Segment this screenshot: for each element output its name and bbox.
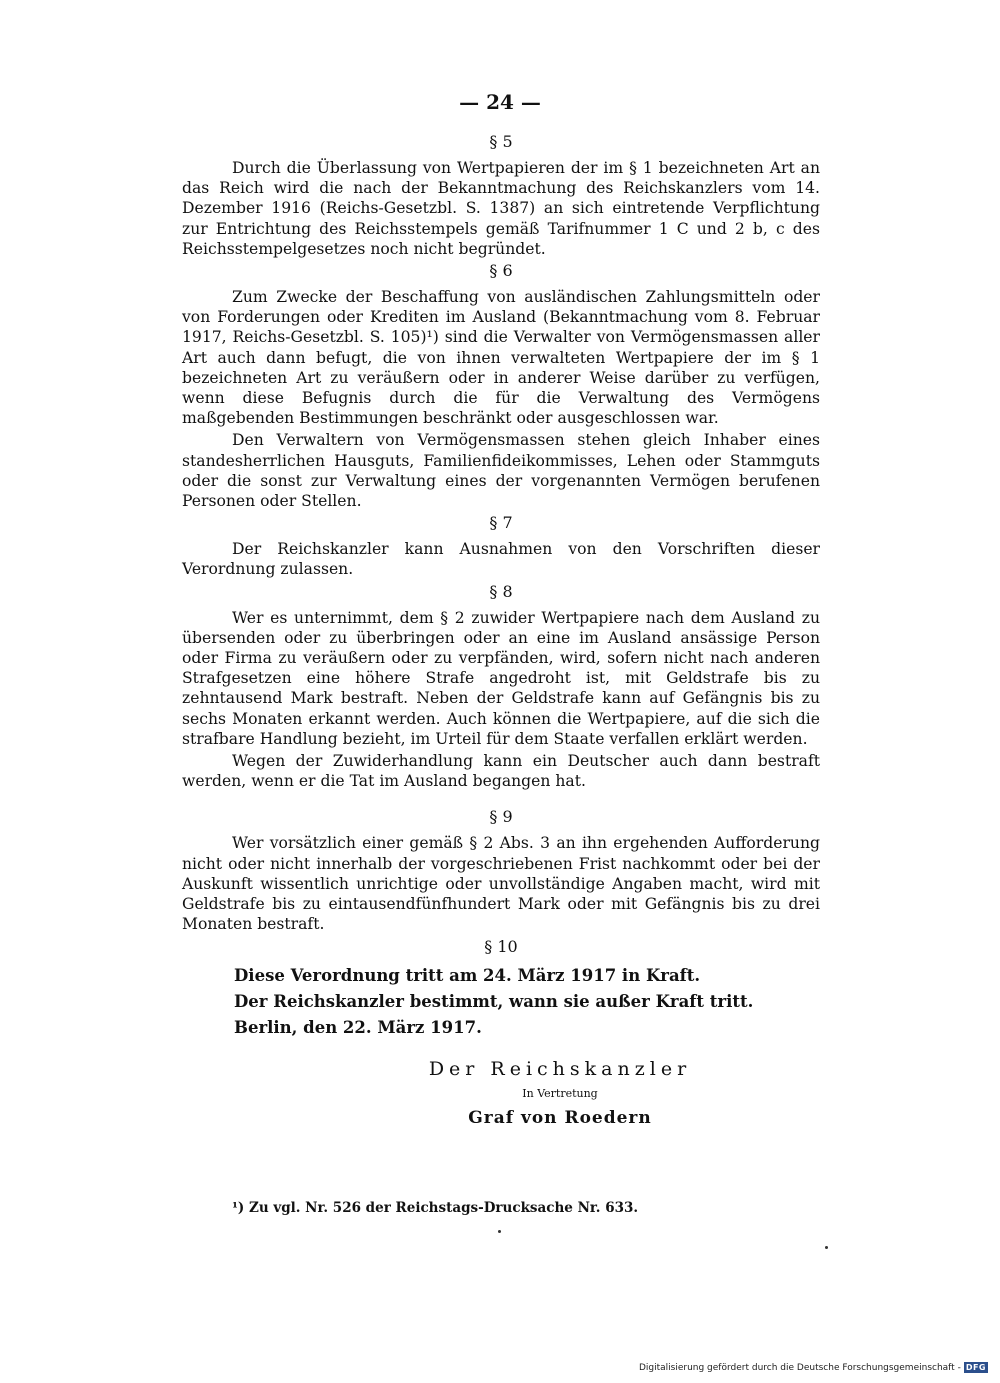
signature-subtitle: In Vertretung: [522, 1087, 598, 1100]
section-9-paragraph-1: Wer vorsätzlich einer gemäß § 2 Abs. 3 an ihn ergehenden Aufforderung nicht oder nicht innerhalb der vorgeschriebenen Frist nachkommt oder bei der Auskunft wissentlich unrichtige oder unvollständige Angaben macht, wird mit Geldstrafe bis zu eintausendfünfhundert Mark oder mit Gefängnis bis zu drei Monaten bestraft.: [182, 834, 820, 934]
body-text: [182, 132, 820, 1041]
scan-speck: [825, 1246, 828, 1249]
section-heading-10: § 10: [484, 936, 518, 956]
closing-lines: [234, 963, 820, 1040]
page-number: — 24 —: [459, 90, 541, 114]
dfg-logo-icon: DFG: [965, 1363, 986, 1372]
closing-line-expiry: Der Reichskanzler bestimmt, wann sie außer Kraft tritt.: [234, 991, 754, 1011]
closing-line-date: Berlin, den 22. März 1917.: [234, 1017, 482, 1037]
section-heading-5: § 5: [489, 132, 513, 151]
section-5-paragraph-1: Durch die Überlassung von Wertpapieren der im § 1 bezeichneten Art an das Reich wird die nach der Bekanntmachung des Reichskanzlers vom 14. Dezember 1916 (Reichs-Gesetzbl. S. 1387) an sich eintretende Verpflichtung zur Entrichtung des Reichsstempels gemäß Tarifnummer 1 C und 2 b, c des Reichsstempelgesetzes noch nicht begründet.: [182, 159, 820, 258]
section-6-paragraph-2: Den Verwaltern von Vermögensmassen stehen gleich Inhaber eines standesherrlichen Hausguts, Familienfideikommisses, Lehen oder Stammguts oder die sonst zur Verwaltung eines der vorgenannten Vermögen berufenen Personen oder Stellen.: [182, 431, 820, 511]
signature-title: Der Reichskanzler: [428, 1058, 692, 1080]
section-8-paragraph-1: Wer es unternimmt, dem § 2 zuwider Wertpapiere nach dem Ausland zu übersenden oder zu überbringen oder an eine im Ausland ansässige Person oder Firma zu veräußern oder zu verpfänden, wird, sofern nicht nach anderen Strafgesetzen eine höhere Strafe angedroht ist, mit Geldstrafe bis zu zehntausend Mark bestraft. Neben der Geldstrafe kann auf Gefängnis bis zu sechs Monaten erkannt werden. Auch können die Wertpapiere, auf die sich die strafbare Handlung bezieht, im Urteil für dem Staate verfallen erklärt werden.: [182, 608, 820, 748]
section-7-paragraph-1: Der Reichskanzler kann Ausnahmen von den Vorschriften dieser Verordnung zulassen.: [182, 540, 820, 579]
section-6-paragraph-1: Zum Zwecke der Beschaffung von ausländischen Zahlungsmitteln oder von Forderungen oder Krediten im Ausland (Bekanntmachung vom 8. Februar 1917, Reichs-Gesetzbl. S. 105)¹) sind die Verwalter von Vermögensmassen aller Art auch dann befugt, die von ihnen verwalteten Wertpapiere der im § 1 bezeichneten Art zu veräußern oder in anderer Weise darüber zu verfügen, wenn diese Befugnis durch die für die Verwaltung des Vermögens maßgebenden Bestimmungen beschränkt oder ausgeschlossen war.: [182, 288, 820, 428]
section-heading-6: § 6: [489, 261, 513, 281]
section-heading-9: § 9: [489, 807, 513, 827]
closing-line-effective: Diese Verordnung tritt am 24. März 1917 in Kraft.: [234, 965, 701, 985]
section-8-paragraph-2: Wegen der Zuwiderhandlung kann ein Deutscher auch dann bestraft werden, wenn er die Tat im Ausland begangen hat.: [182, 752, 820, 791]
scan-speck: [498, 1230, 501, 1233]
section-heading-8: § 8: [489, 581, 513, 601]
spacer: [182, 793, 820, 807]
signature-name: Graf von Roedern: [468, 1108, 652, 1128]
signature-block: [300, 1055, 820, 1131]
footnote: ¹) Zu vgl. Nr. 526 der Reichstags-Drucksache Nr. 633.: [232, 1200, 639, 1216]
section-heading-7: § 7: [489, 513, 513, 533]
credit-text: Digitalisierung gefördert durch die Deutsche Forschungsgemeinschaft -: [638, 1362, 961, 1373]
digitization-credit: [639, 1362, 988, 1373]
